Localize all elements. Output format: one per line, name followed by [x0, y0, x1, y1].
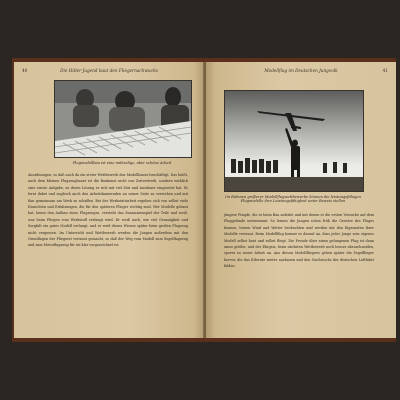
- right-body-text: [224, 212, 374, 270]
- left-page: [14, 62, 205, 338]
- left-running-head: Die Hitler-Jugend baut den Fliegernachwuchs: [60, 68, 158, 73]
- right-running-head: Modellflug im Deutschen Jungvolk: [264, 68, 338, 73]
- left-body-text: [28, 172, 188, 249]
- right-page-header: [206, 68, 396, 76]
- model-flight-photo: [224, 90, 364, 192]
- right-page-number: 41: [382, 68, 388, 73]
- right-photo-caption: Im Rahmen größerer Modellflugwettbewerbe können die leistungsfähigen Flugmodelle ihre Leistungsfähigkeit unter Beweis stellen: [225, 195, 361, 204]
- model-building-photo: [54, 80, 192, 158]
- right-page: [206, 62, 396, 338]
- model-flight-illustration: [225, 91, 363, 191]
- model-building-illustration: [55, 81, 191, 157]
- right-paragraph: jüngere Pimpfe, die er beim Bau anleitet und mit denen er die ersten Versuche auf dem Fluggelände unternimmt. So lernen die Jungen schon früh die Gesetze des Fluges kennen, lernen Wind und Wetter beobachten und werden mit den Eigenarten ihrer Modelle vertraut. Beim Modellflug kommt es darauf an, dass jeder Junge sein eigenes Modell selbst baut und selbst fliegt. Die Freude über einen gelungenen Flug ist dann umso größer, und der Ehrgeiz, beim nächsten Wettbewerb noch besser abzuschneiden, spornt zu neuer Arbeit an. Aus diesen Modellfliegern gehen später die Segelflieger hervor, die das Erlernte weiter ausbauen und den Nachwuchs der deutschen Luftfahrt bilden.: [224, 213, 374, 269]
- left-page-header: [14, 68, 204, 76]
- left-page-number: 40: [22, 68, 28, 73]
- left-paragraph: Anordnungen, so daß auch da ein steter Wettbewerb den Modellbauer beschäftigt. Das heißt, auch dem kleinen Flugzeugbauer ist die Baukunst nicht nur Zeitvertreib, sondern wirklich eine ernste Aufgabe, zu deren Lösung er sich mit viel Mut und Ausdauer eingesetzt hat. Er lernt dabei und zugleich auch den Arbeitskameraden an seiner Seite zu verstehen und mit ihm gemeinsam am Werk zu schaffen. Bei der Werkstattarbeit ergeben sich von selbst viele Einsichten und Erfahrungen, die für den späteren Flieger wichtig sind. Wer Modelle gebaut hat, kennt den Aufbau eines Flugzeuges, versteht das Zusammenspiel der Teile und weiß, was beim Fliegen vom Werkstoff verlangt wird. Er weiß auch, wie viel Genauigkeit und Sorgfalt ein gutes Modell verlangt, und er wird dieses Wissen später beim großen Flugzeug nicht vergessen. Im Unterricht und Wettbewerb werden die Jungen außerdem mit den Grundlagen der Fliegerei vertraut gemacht, so daß der Weg vom Modell zum Segelflugzeug und zum Motorflugzeug für sie klar vorgezeichnet ist.: [28, 173, 188, 248]
- left-photo-caption: Flugmodellbau ist eine mühselige, aber schöne Arbeit: [72, 161, 172, 165]
